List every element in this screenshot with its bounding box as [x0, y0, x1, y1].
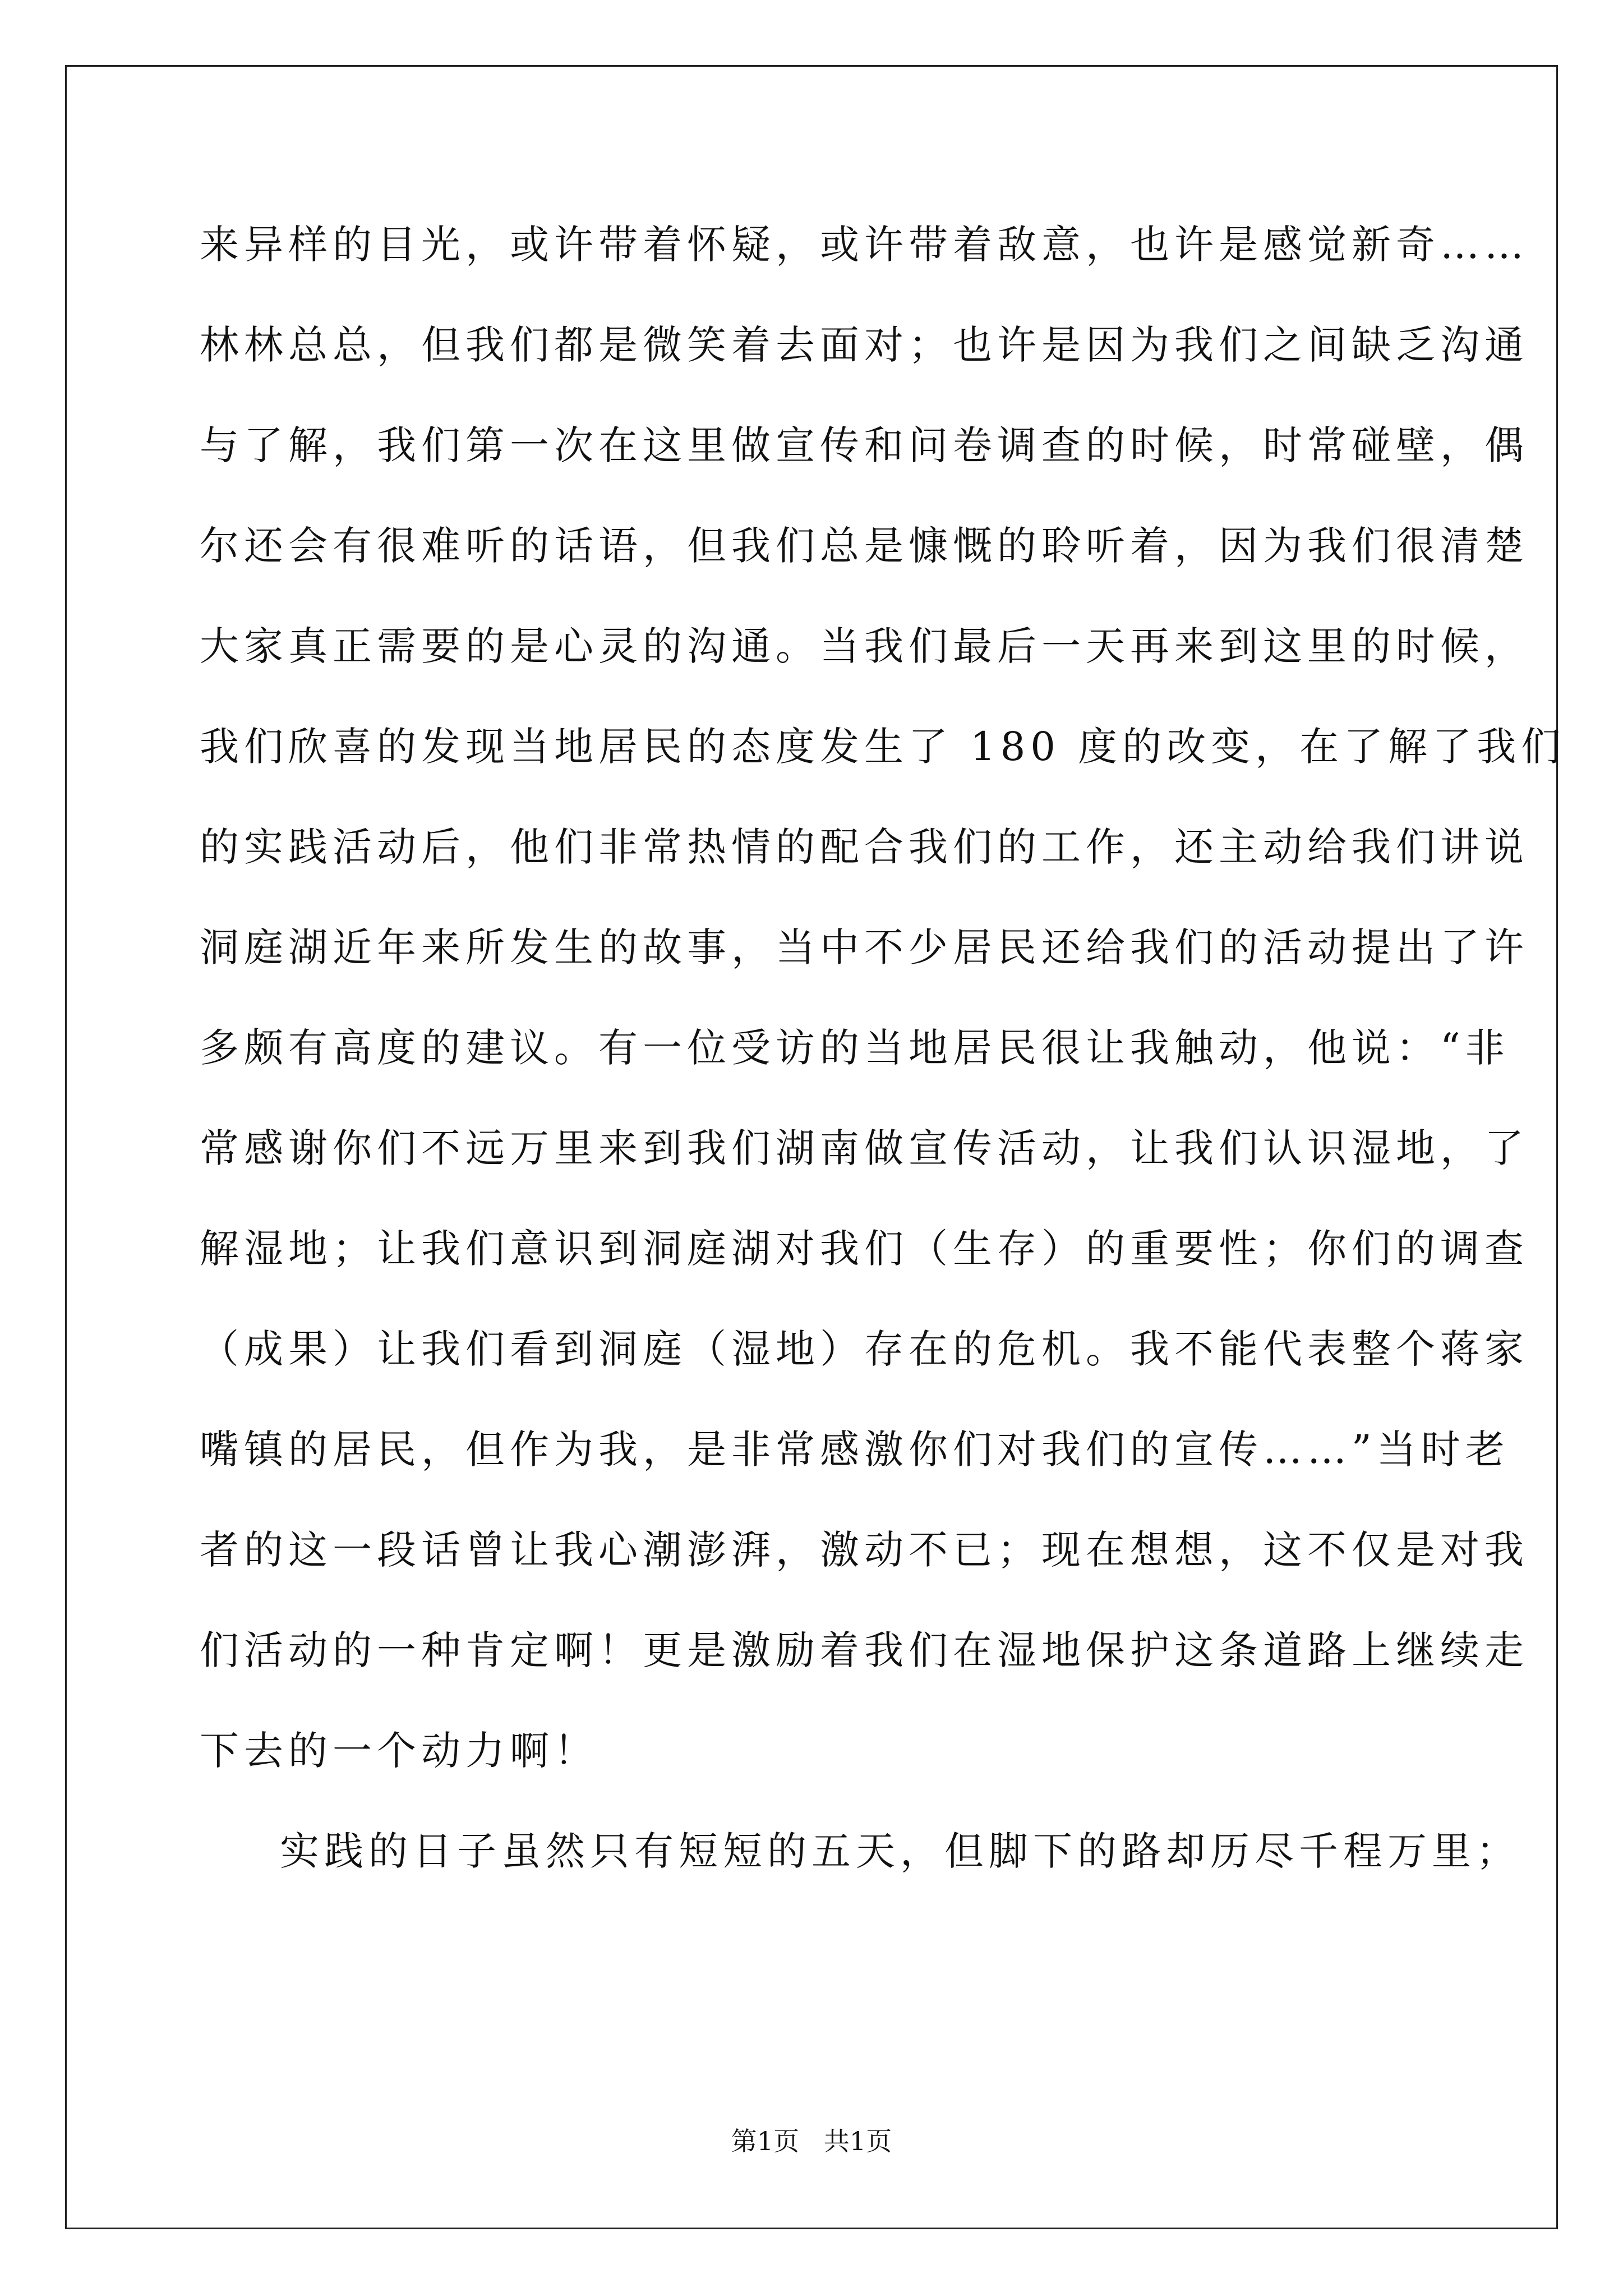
- text-line: 嘴镇的居民，但作为我，是非常感激你们对我们的宣传……”当时老: [200, 1427, 1510, 1473]
- text-line: 解湿地；让我们意识到洞庭湖对我们（生存）的重要性；你们的调查: [200, 1226, 1529, 1272]
- text-line: 我们欣喜的发现当地居民的态度发生了 180 度的改变，在了解了我们: [200, 724, 1566, 770]
- text-line: 下去的一个动力啊！: [200, 1728, 598, 1774]
- text-line: 常感谢你们不远万里来到我们湖南做宣传活动，让我们认识湿地，了: [200, 1125, 1529, 1171]
- paragraph-start-line: 实践的日子虽然只有短短的五天，但脚下的路却历尽千程万里；: [280, 1828, 1520, 1874]
- text-line: 林林总总，但我们都是微笑着去面对；也许是因为我们之间缺乏沟通: [200, 322, 1529, 368]
- text-line: 与了解，我们第一次在这里做宣传和问卷调查的时候，时常碰壁，偶: [200, 422, 1529, 468]
- text-line: 者的这一段话曾让我心潮澎湃，激动不已；现在想想，这不仅是对我: [200, 1527, 1529, 1573]
- text-line: （成果）让我们看到洞庭（湿地）存在的危机。我不能代表整个蒋家: [200, 1326, 1529, 1372]
- text-line: 来异样的目光，或许带着怀疑，或许带着敌意，也许是感觉新奇……: [200, 222, 1529, 268]
- text-line: 们活动的一种肯定啊！更是激励着我们在湿地保护这条道路上继续走: [200, 1627, 1529, 1673]
- text-line: 洞庭湖近年来所发生的故事，当中不少居民还给我们的活动提出了许: [200, 924, 1529, 970]
- text-line: 大家真正需要的是心灵的沟通。当我们最后一天再来到这里的时候，: [200, 623, 1529, 669]
- text-line: 多颇有高度的建议。有一位受访的当地居民很让我触动，他说：“非: [200, 1025, 1510, 1071]
- text-line: 的实践活动后，他们非常热情的配合我们的工作，还主动给我们讲说: [200, 824, 1529, 870]
- text-line: 尔还会有很难听的话语，但我们总是慷慨的聆听着，因为我们很清楚: [200, 523, 1529, 569]
- page-number-footer: 第1页 共1页: [731, 2126, 892, 2156]
